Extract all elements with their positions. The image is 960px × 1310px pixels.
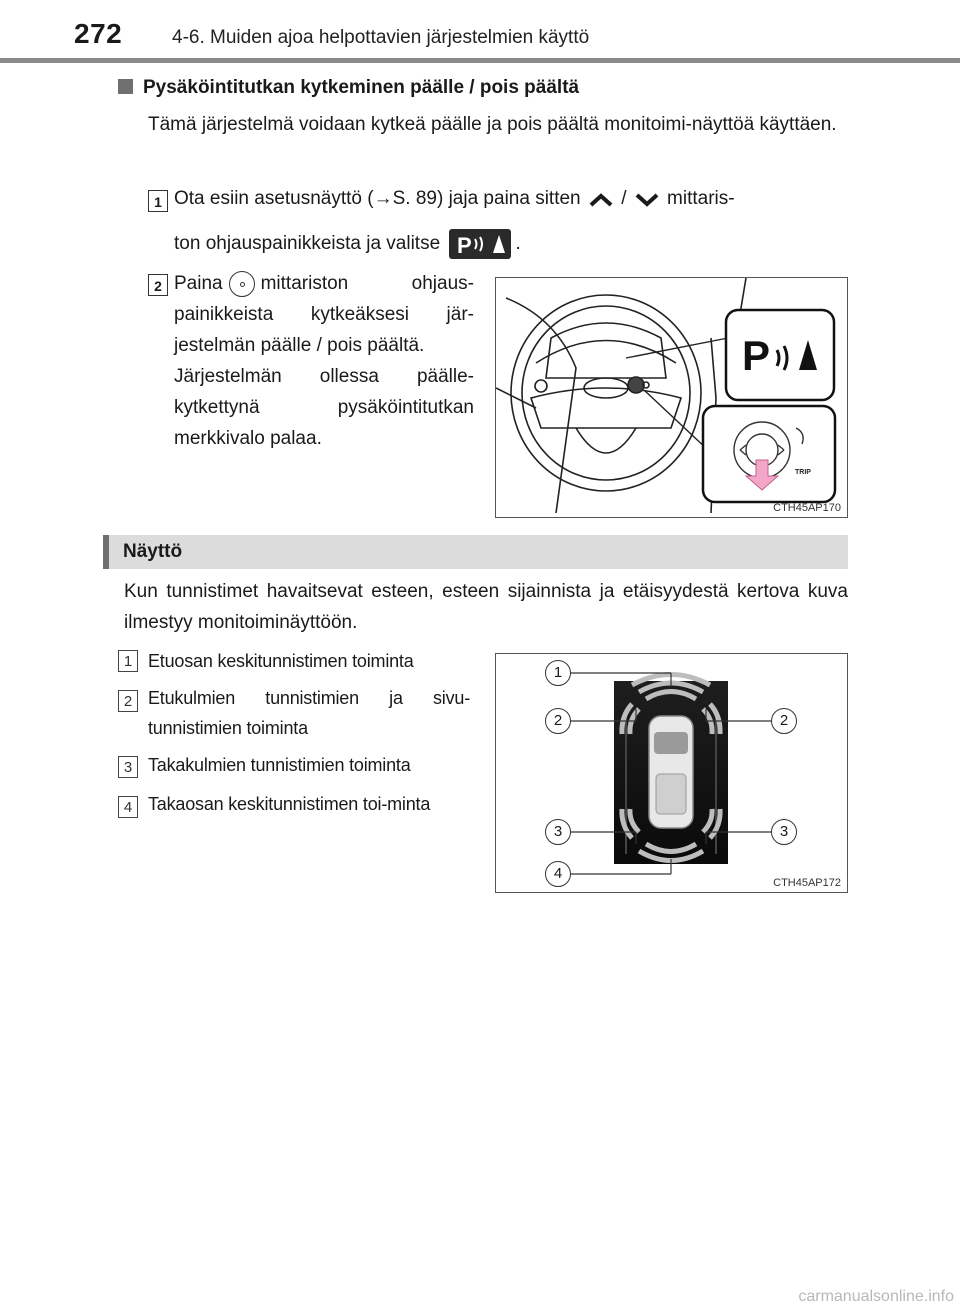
step-1-text-c: mittaris- [667, 188, 735, 209]
chevron-down-icon [632, 189, 662, 209]
sensor-callout-3-left: 3 [545, 819, 571, 845]
sensor-callout-1: 1 [545, 660, 571, 686]
step-2-badge: 2 [148, 274, 168, 296]
sensor-item-3-badge: 3 [118, 756, 138, 778]
section-intro: Tämä järjestelmä voidaan kytkeä päälle ja pois päältä monitoimi-näyttöä käyttäen. [148, 114, 837, 135]
watermark: carmanualsonline.info [798, 1288, 954, 1305]
step-1-text-b: S. 89) jaja paina sitten [392, 188, 581, 209]
figure-2-code: CTH45AP172 [773, 877, 841, 889]
step-1-line-1 [174, 183, 854, 214]
sensor-callout-3-right: 3 [771, 819, 797, 845]
steering-wheel-illustration [496, 278, 847, 517]
display-section-heading: Näyttö [103, 535, 848, 569]
sensor-callout-4: 4 [545, 861, 571, 887]
sensor-display-figure [495, 653, 848, 893]
step-1-period: . [515, 233, 521, 254]
step-2-note: Järjestelmän ollessa päälle-kytkettynä pysäköintitutkan merkkivalo palaa. [174, 366, 474, 449]
center-button-icon [229, 271, 255, 297]
sensor-item-1-text: Etuosan keskitunnistimen toiminta [148, 651, 414, 671]
sensor-display-illustration [496, 654, 847, 892]
step-1-badge: 1 [148, 190, 168, 212]
section-heading-text: Pysäköintitutkan kytkeminen päälle / pois päältä [143, 77, 580, 98]
step-1-text-d: ton ohjauspainikkeista ja valitse [174, 233, 441, 254]
sensor-callout-2-right: 2 [771, 708, 797, 734]
figure-1-code: CTH45AP170 [773, 502, 841, 514]
chevron-up-icon [586, 189, 616, 209]
sensor-item-3-text: Takakulmien tunnistimien toiminta [148, 755, 411, 775]
step-1-line-2 [174, 228, 521, 259]
svg-text:P: P [457, 232, 473, 258]
step-1-slash: / [621, 188, 627, 209]
step-1-text-a: Ota esiin asetusnäyttö ( [174, 188, 374, 209]
steering-wheel-figure [495, 277, 848, 518]
header-section-title: 4-6. Muiden ajoa helpottavien järjestelmien käyttö [172, 27, 590, 48]
display-section-text: Kun tunnistimet havaitsevat esteen, esteen sijainnista ja etäisyydestä kertova kuva ilmestyy monitoiminäyttöön. [124, 581, 848, 633]
sensor-item-2-badge: 2 [118, 690, 138, 712]
page-number: 272 [74, 18, 123, 49]
arrow-icon: → [373, 188, 393, 209]
step-2-text [174, 268, 474, 454]
svg-text:P: P [742, 332, 771, 379]
square-bullet-icon [118, 79, 133, 94]
parking-sensor-icon [449, 229, 511, 259]
sensor-item-1-badge: 1 [118, 650, 138, 672]
sensor-callout-2-left: 2 [545, 708, 571, 734]
trip-button-label: TRIP [795, 469, 811, 476]
sensor-item-4-badge: 4 [118, 796, 138, 818]
step-2-text-rest: mittariston ohjaus-painikkeista kytkeäksesi jär-jestelmän päälle / pois päältä. [174, 273, 474, 356]
section-heading [118, 77, 579, 99]
sensor-item-2-text: Etukulmien tunnistimien ja sivu-tunnistimien toiminta [148, 688, 470, 738]
header-divider [0, 58, 960, 63]
sensor-item-4-text: Takaosan keskitunnistimen toi-minta [148, 794, 431, 814]
step-2-text-start: Paina [174, 273, 223, 294]
